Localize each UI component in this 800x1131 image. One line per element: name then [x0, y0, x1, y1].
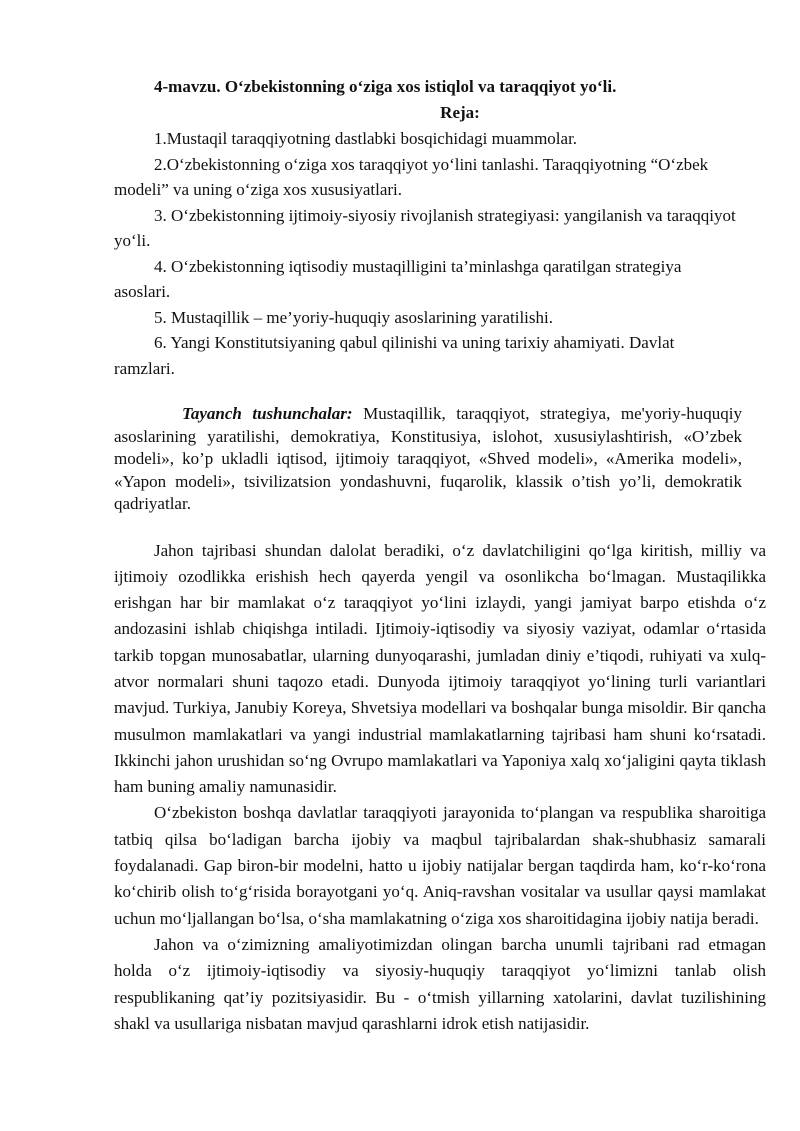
paragraph-3: Jahon va o‘zimizning amaliyotimizdan olingan barcha unumli tajribani rad etmagan holda o‘z ijtimoiy-iqtisodiy va siyosiy-huquqiy taraqqiyot yo‘limizni tanlab olish respublikaning qat’iy pozitsiyasidir. Bu - o‘tmish yillarning xatolarini, davlat tuzilishining shakl va usullariga nisbatan mavjud qarashlarni idrok etish natijasidir.	[114, 934, 766, 1033]
plan-item-1: 1.Mustaqil taraqqiyotning dastlabki bosqichidagi muammolar.	[154, 129, 578, 148]
main-text	[114, 538, 766, 1038]
lecture-title: 4-mavzu. O‘zbekistonning o‘ziga xos istiqlol va taraqqiyot yo‘li.	[154, 77, 617, 96]
key-concepts	[114, 403, 742, 516]
plan-list	[114, 126, 766, 381]
key-concepts-label: Tayanch tushunchalar:	[182, 404, 353, 423]
plan-item-3: 3. O‘zbekistonning ijtimoiy-siyosiy rivojlanish strategiyasi: yangilanish va taraqqiyot yo‘li.	[114, 205, 736, 250]
plan-item-5: 5. Mustaqillik – me’yoriy-huquqiy asoslarining yaratilishi.	[154, 307, 553, 327]
plan-item-4: 4. O‘zbekistonning iqtisodiy mustaqilligini ta’minlashga qaratilgan strategiya asoslari.	[114, 256, 682, 301]
key-concepts-text: Mustaqillik, taraqqiyot, strategiya, me'yoriy-huquqiy asoslarining yaratilishi, demokratiya, Konstitusiya, islohot, xususiylashtirish, «O’zbek modeli», ko’p ukladli iqtisod, ijtimoiy taraqqiyot, «Shved modeli», «Amerika modeli», «Yapon modeli», tsivilizatsion yondashuvni, fuqarolik, klassik o’tish yo’li, demokratik qadriyatlar.	[114, 404, 743, 513]
document-page	[114, 74, 766, 1037]
plan-item-2: 2.O‘zbekistonning o‘ziga xos taraqqiyot yo‘lini tanlashi. Taraqqiyotning “O‘zbek modeli” va uning o‘ziga xos xususiyatlari.	[114, 154, 709, 199]
plan-item-6: 6. Yangi Konstitutsiyaning qabul qilinishi va uning tarixiy ahamiyati. Davlat ramzlari.	[114, 333, 675, 378]
paragraph-2: O‘zbekiston boshqa davlatlar taraqqiyoti jarayonida to‘plangan va respublika sharoitiga tatbiq qilsa bo‘ladigan barcha ijobiy va maqbul tajribalardan shak-shubhasiz samarali foydalanadi. Gap biron-bir modelni, hatto u ijobiy natijalar bergan taqdirda ham, ko‘r-ko‘rona ko‘chirib olish to‘g‘risida borayotgani yo‘q. Aniq-ravshan vositalar va usullar qaysi mamlakat uchun mo‘ljallangan bo‘lsa, o‘sha mamlakatning o‘ziga xos sharoitidagina ijobiy natija beradi.	[114, 803, 766, 928]
paragraph-1: Jahon tajribasi shundan dalolat beradiki, o‘z davlatchiligini qo‘lga kiritish, milliy va ijtimoiy ozodlikka erishish hech qayerda yengil va osonlikcha bo‘lmagan. Mustaqilikka erishgan har bir mamlakat o‘z taraqqiyot yo‘lini izlaydi, yangi jamiyat barpo etishda o‘z andozasini ishlab chiqishga intiladi. Ijtimoiy-iqtisodiy va siyosiy vaziyat, odamlar o‘rtasida tarkib topgan munosabatlar, ularning dunyoqarashi, jumladan diniy e’tiqodi, ruhiyati va xulq-atvor normalari shuni taqozo etadi. Dunyoda ijtimoiy taraqqiyot yo‘lining turli variantlari mavjud. Turkiya, Janubiy Koreya, Shvetsiya modellari va boshqalar bunga misoldir. Bir qancha musulmon mamlakatlari va yangi industrial mamlakatlarning tajribasi ham shuni ko‘rsatadi. Ikkinchi jahon urushidan so‘ng Ovrupo mamlakatlari va Yaponiya xalq xo‘jaligini qayta tiklash ham buning amaliy namunasidir.	[114, 540, 766, 797]
plan-heading: Reja:	[440, 103, 480, 122]
